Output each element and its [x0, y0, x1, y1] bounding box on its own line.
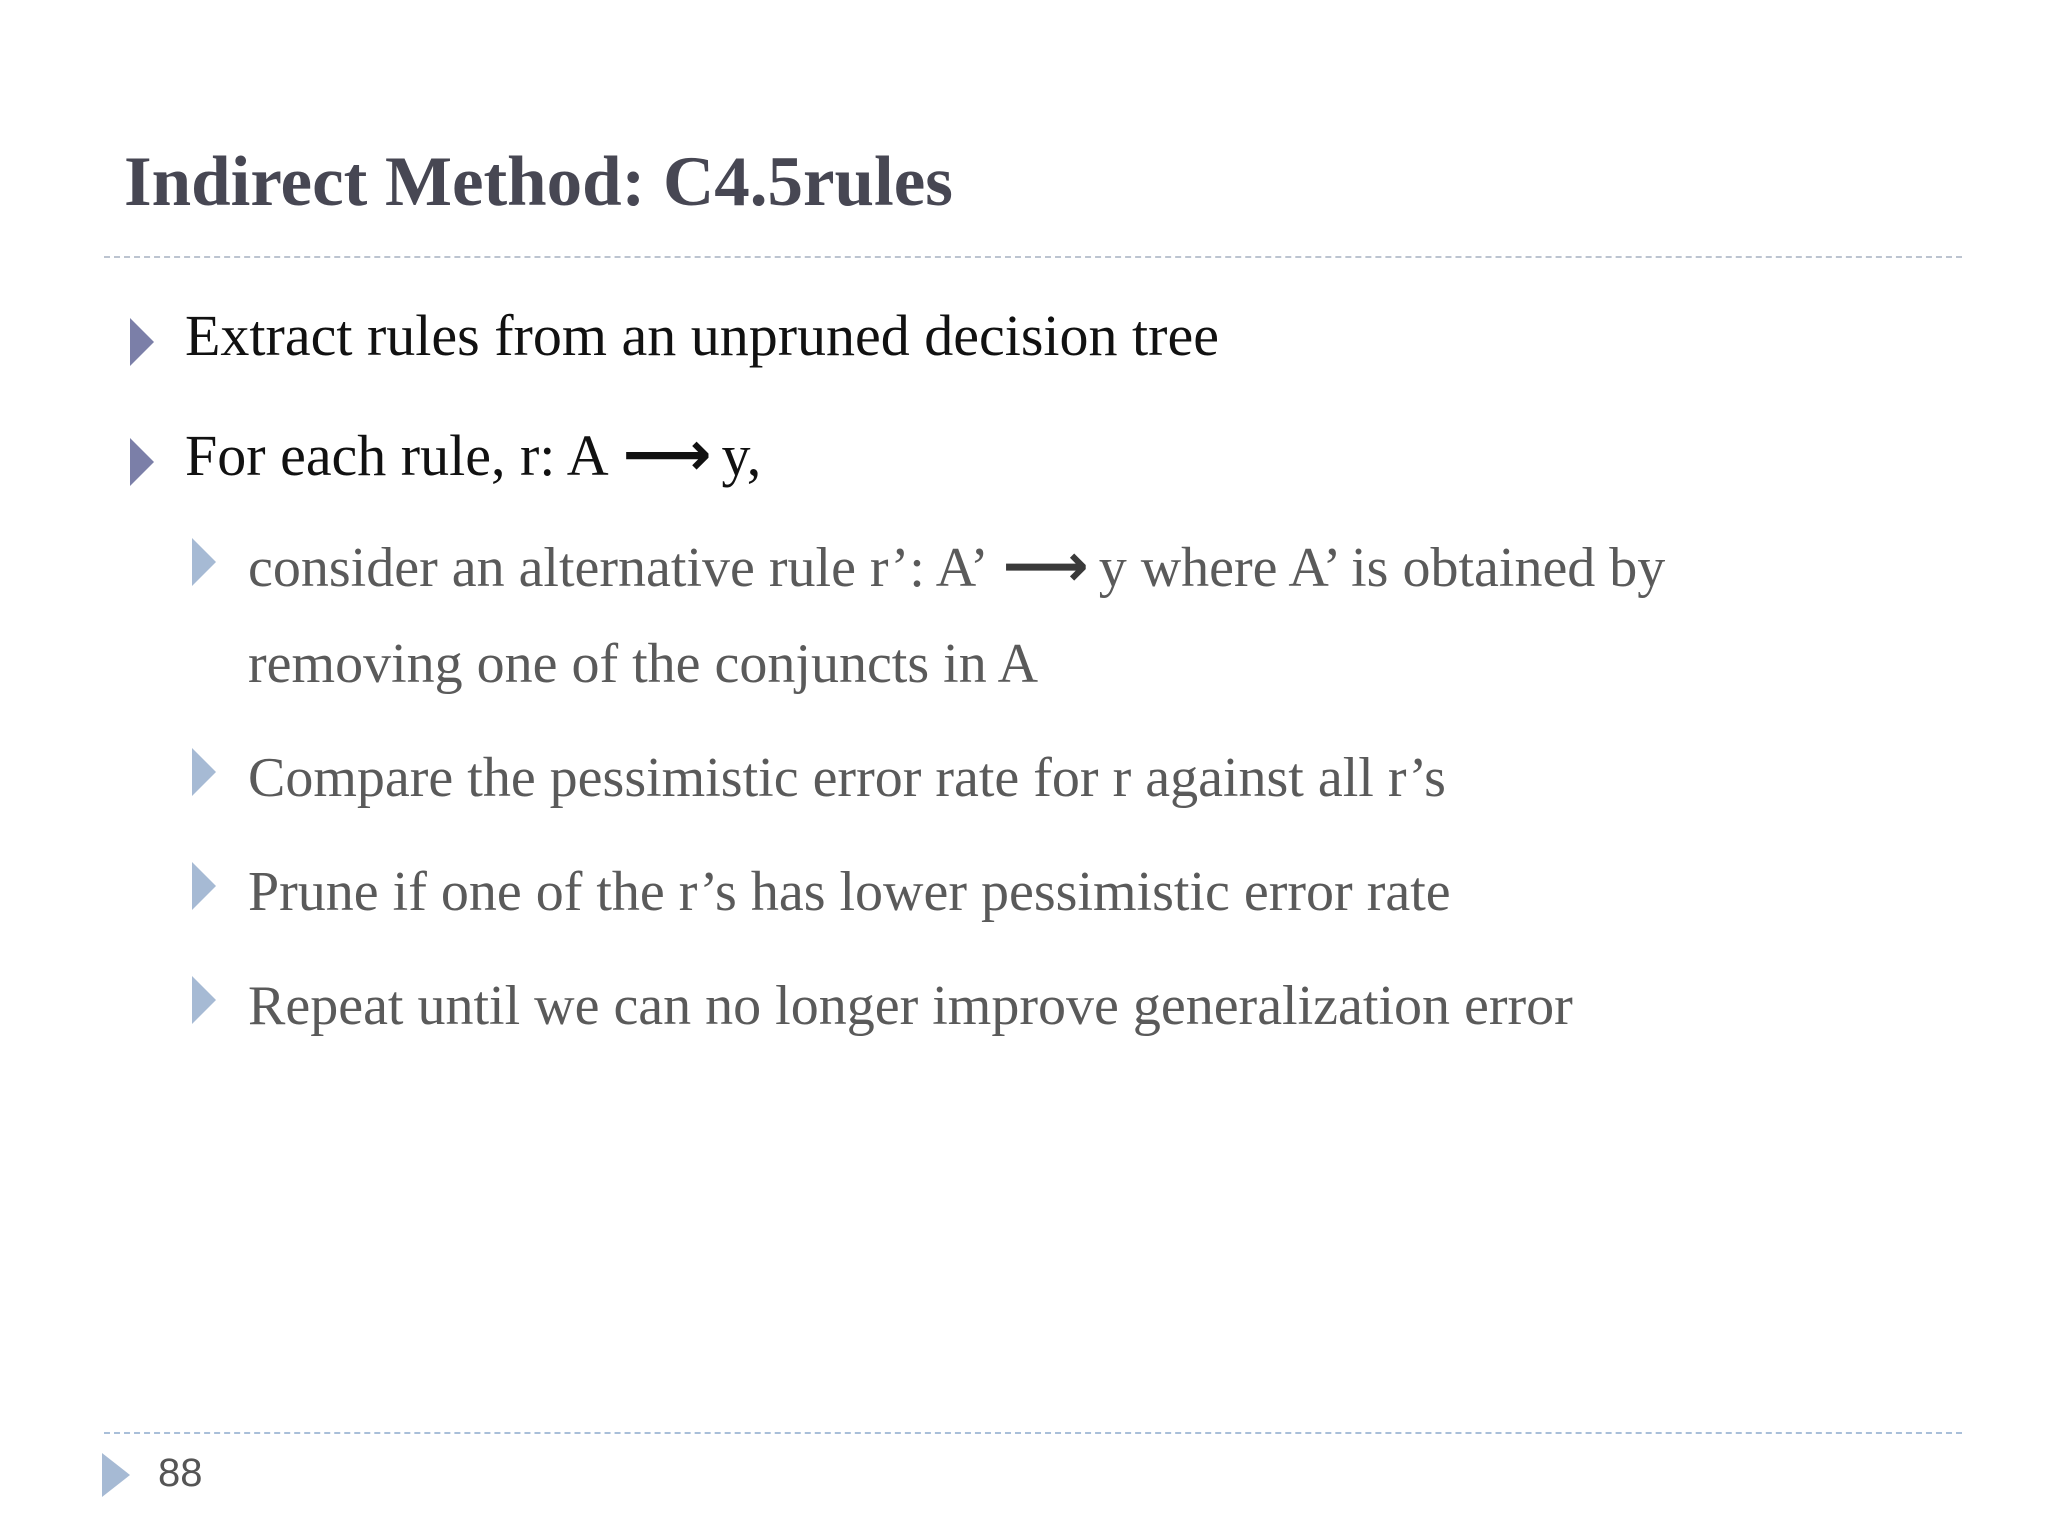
footer-divider	[104, 1432, 1962, 1434]
page-number: 88	[158, 1451, 203, 1495]
slide-title: Indirect Method: C4.5rules	[124, 143, 953, 221]
triangle-right-icon	[192, 862, 216, 910]
right-arrow-icon: ⟶	[1002, 531, 1089, 601]
bullet-for-each-rule	[185, 416, 761, 496]
sub-bullet-repeat	[248, 958, 1573, 1054]
triangle-right-icon	[192, 538, 216, 586]
triangle-right-icon	[130, 318, 154, 366]
sub-bullet-prune	[248, 844, 1451, 940]
sub-bullet-continuation-text: removing one of the conjuncts in A	[248, 633, 1039, 695]
triangle-right-icon	[130, 438, 154, 486]
triangle-right-icon	[192, 748, 216, 796]
sub-bullet-text: Prune if one of the r’s has lower pessimistic error rate	[248, 861, 1451, 923]
sub-bullet-text: Repeat until we can no longer improve generalization error	[248, 975, 1573, 1037]
right-arrow-icon: ⟶	[622, 417, 712, 490]
sub-bullet-alternative-rule	[248, 520, 1665, 616]
bullet-extract-rules	[185, 296, 1219, 376]
sub-bullet-text: Compare the pessimistic error rate for r against all r’s	[248, 747, 1446, 809]
sub-bullet-text-before-arrow: consider an alternative rule r’: A’	[248, 537, 989, 599]
triangle-right-icon	[102, 1453, 130, 1497]
bullet-text: Extract rules from an unpruned decision tree	[185, 303, 1219, 368]
triangle-right-icon	[192, 976, 216, 1024]
sub-bullet-compare	[248, 730, 1446, 826]
title-divider	[104, 256, 1962, 258]
bullet-text-before-arrow: For each rule, r: A	[185, 423, 609, 488]
sub-bullet-alternative-rule-continuation	[248, 616, 1038, 712]
sub-bullet-text-after-arrow: y where A’ is obtained by	[1098, 537, 1666, 599]
bullet-text-after-arrow: y,	[721, 423, 762, 488]
